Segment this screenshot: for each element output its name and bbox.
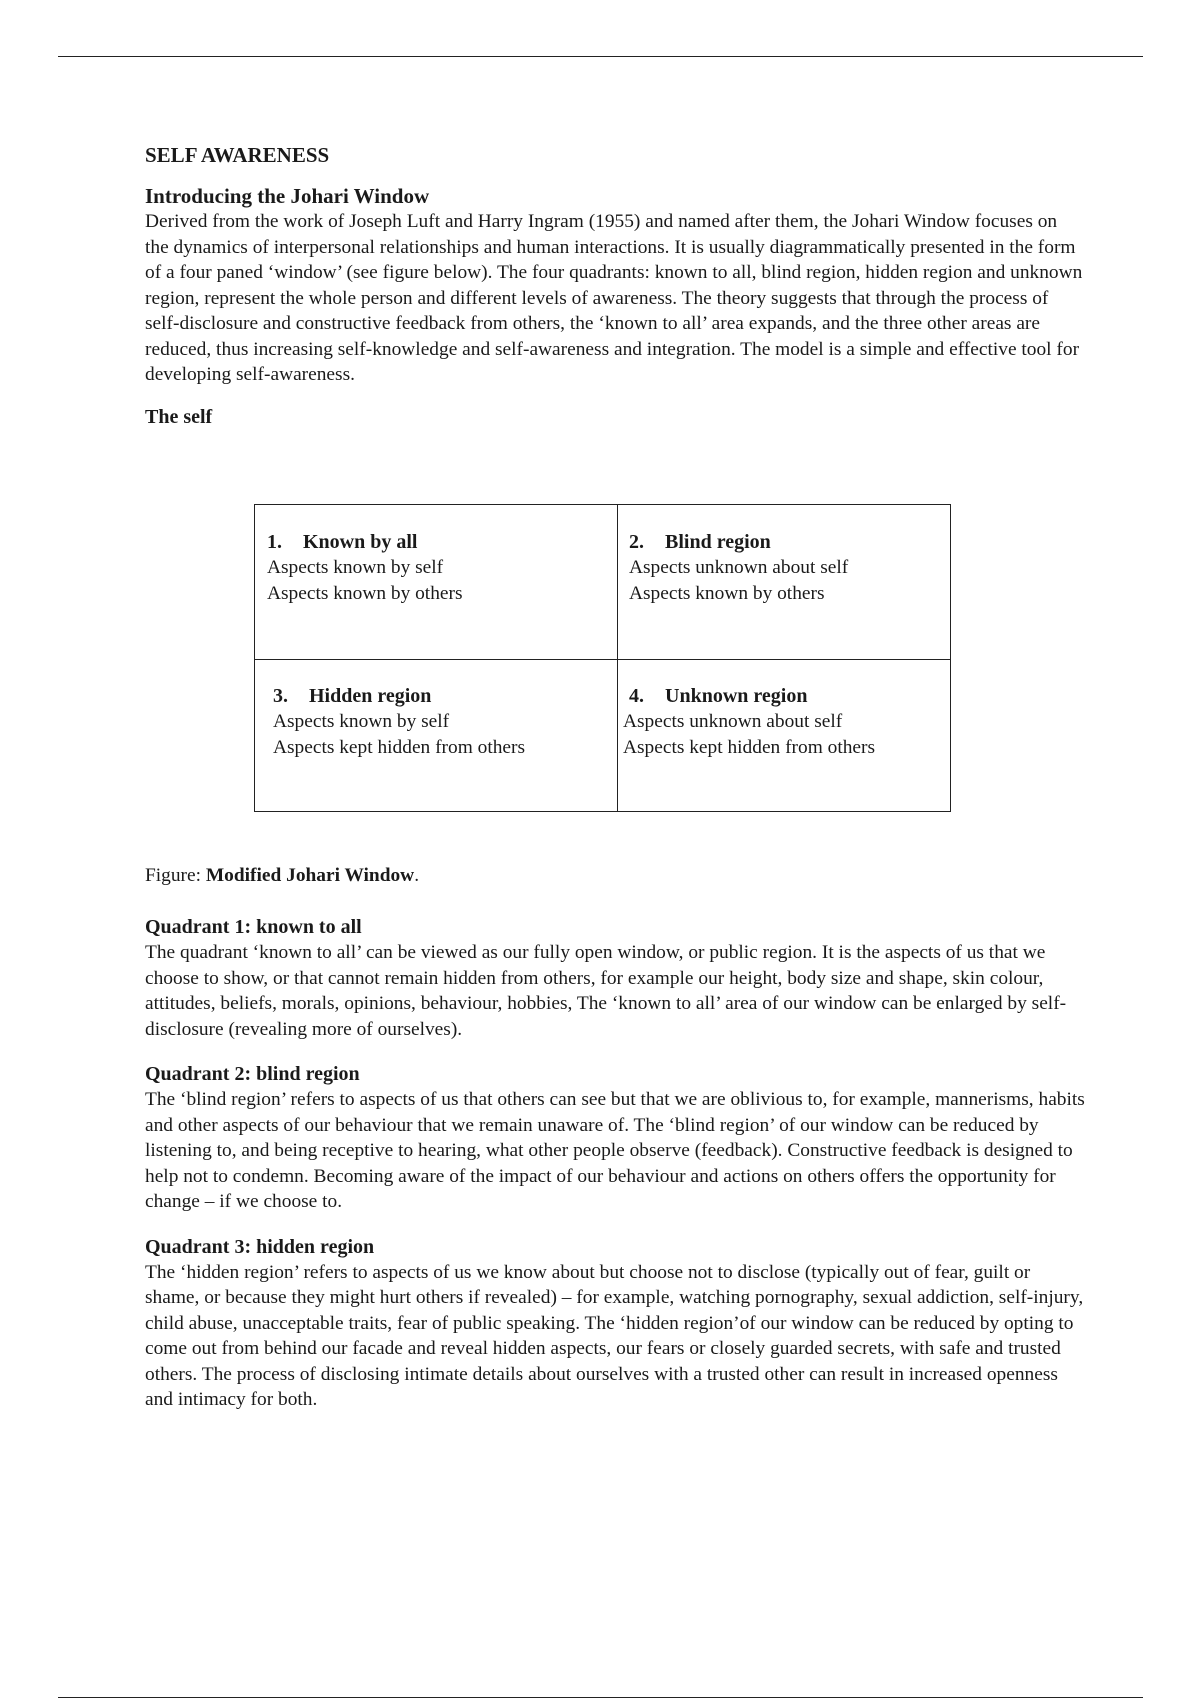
johari-window [254,504,951,812]
pane-title: Unknown region [665,685,808,707]
pane-title: Blind region [665,531,771,553]
pane-number: 2. [629,531,644,553]
quadrant-3-section [145,1235,1085,1413]
document-title: SELF AWARENESS [145,143,330,167]
pane-line: Aspects kept hidden from others [273,737,526,758]
pane-line: Aspects known by self [267,557,444,578]
top-rule [58,56,1143,57]
pane-number: 3. [273,685,288,707]
pane-unknown-region [611,659,950,811]
quadrant-heading: Quadrant 2: blind region [145,1063,360,1085]
quadrant-1-section [145,915,1085,1042]
figure-caption [145,865,419,887]
document-body [145,143,1085,429]
intro-heading: Introducing the Johari Window [145,184,430,209]
quadrant-paragraph: The ‘blind region’ refers to aspects of us that others can see but that we are oblivious to, for example, mannerisms, habits and other aspects of our behaviour that we remain unaware of. The ‘blind region’ of our window can be reduced by listening to, and being receptive to hearing, what other people observe (feedback). Constructive feedback is designed to help not to condemn. Becoming aware of the impact of our behaviour and actions on others offers the opportunity for change – if we choose to. [145,1089,1085,1212]
self-label: The self [145,405,213,428]
pane-line: Aspects known by self [273,711,450,732]
pane-blind-region [617,505,950,659]
quadrant-heading: Quadrant 1: known to all [145,916,362,938]
pane-number: 1. [267,531,282,553]
pane-line: Aspects known by others [629,583,825,604]
pane-line: Aspects unknown about self [623,711,843,732]
pane-title: Known by all [303,531,418,553]
pane-hidden-region [261,659,617,811]
caption-title: Modified Johari Window [205,865,415,886]
pane-title: Hidden region [309,685,432,707]
quadrant-descriptions [145,915,1085,1433]
quadrant-paragraph: The quadrant ‘known to all’ can be viewed as our fully open window, or public region. It is the aspects of us that we choose to show, or that cannot remain hidden from others, for example our height, body size and shape, skin colour, attitudes, beliefs, morals, opinions, behaviour, hobbies, The ‘known to all’ area of our window can be enlarged by self-disclosure (revealing more of ourselves). [145,942,1067,1040]
pane-line: Aspects known by others [267,583,463,604]
caption-prefix: Figure: [145,865,206,886]
pane-line: Aspects kept hidden from others [623,737,876,758]
pane-number: 4. [629,685,644,707]
quadrant-heading: Quadrant 3: hidden region [145,1235,375,1258]
bottom-rule [58,1697,1143,1698]
quadrant-2-section [145,1062,1085,1215]
intro-paragraph: Derived from the work of Joseph Luft and Harry Ingram (1955) and named after them, the Johari Window focuses on the dynamics of interpersonal relationships and human interactions. It is usually diagrammatically presented in the form of a four paned ‘window’ (see figure below). The four quadrants: known to all, blind region, hidden region and unknown region, represent the whole person and different levels of awareness. The theory suggests that through the process of self-disclosure and constructive feedback from others, the ‘known to all’ area expands, and the three other areas are reduced, thus increasing self-knowledge and self-awareness and integration. The model is a simple and effective tool for developing self-awareness. [145,211,1083,386]
caption-suffix: . [414,865,420,886]
quadrant-paragraph: The ‘hidden region’ refers to aspects of us we know about but choose not to disclose (typically out of fear, guilt or shame, or because they might hurt others if revealed) – for example, watching pornography, sexual addiction, self-injury, child abuse, unacceptable traits, fear of public speaking. The ‘hidden region’of our window can be reduced by opting to come out from behind our facade and reveal hidden aspects, our fears or closely guarded secrets, with safe and trusted others. The process of disclosing intimate details about ourselves with a trusted other can result in increased openness and intimacy for both. [145,1261,1084,1410]
pane-line: Aspects unknown about self [629,557,849,578]
pane-known-by-all [255,505,617,659]
